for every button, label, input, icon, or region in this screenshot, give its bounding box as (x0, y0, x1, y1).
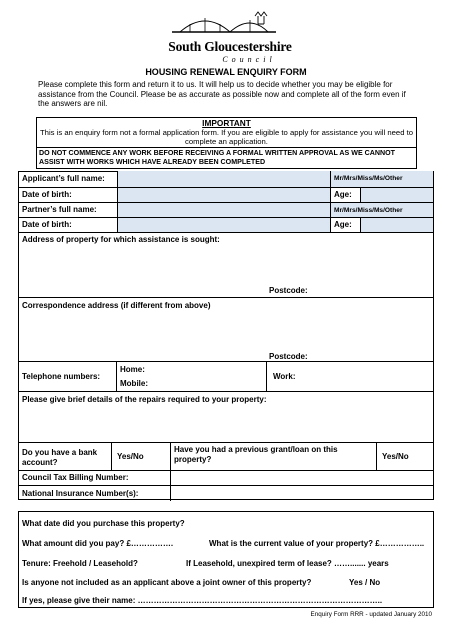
ni-number-row (19, 485, 433, 501)
council-tax-label: Council Tax Billing Number: (22, 473, 129, 482)
bank-grant-row (19, 442, 433, 470)
applicant-name-row (19, 171, 433, 187)
partner-age-field[interactable] (360, 218, 433, 232)
applicant-dob-label: Date of birth: (22, 190, 72, 199)
purchase-date-question: What date did you purchase this property? (22, 519, 185, 528)
previous-grant-cell (170, 443, 376, 470)
applicant-age-field[interactable] (360, 188, 433, 202)
bridge-logo-icon (150, 6, 310, 40)
purchase-amount-question[interactable]: What amount did you pay? £……………. (22, 539, 174, 548)
partner-title-field[interactable] (330, 203, 433, 217)
correspondence-address-row[interactable] (19, 297, 433, 361)
home-label: Home: (120, 365, 145, 374)
form-title: HOUSING RENEWAL ENQUIRY FORM (145, 67, 307, 77)
important-notice (36, 117, 417, 169)
notice-body: This is an enquiry form not a formal application form. If you are eligible to apply for assistance you will need to complete an application. (37, 128, 416, 148)
council-tax-row (19, 470, 433, 485)
partner-dob-label: Date of birth: (22, 220, 72, 229)
grant-yes-no-cell[interactable] (376, 443, 433, 470)
correspondence-postcode-label: Postcode: (269, 352, 308, 361)
partner-name-row (19, 202, 433, 217)
notice-warning: DO NOT COMMENCE ANY WORK BEFORE RECEIVING A FORMAL WRITTEN APPROVAL AS WE CANNOT ASSIST WITH WORKS WHICH HAVE ALREADY BEEN COMPLETED (39, 149, 396, 167)
bank-yes-no-label: Yes/No (117, 452, 144, 461)
mobile-label: Mobile: (120, 379, 148, 388)
applicant-age-label: Age: (334, 190, 352, 199)
previous-grant-label: Have you had a previous grant/loan on this property? (174, 445, 338, 464)
repairs-row[interactable] (19, 391, 433, 442)
purchase-details-box (18, 511, 434, 608)
applicant-age-cell (330, 188, 360, 202)
partner-dob-row (19, 217, 433, 232)
bank-account-label: Do you have a bank account? (22, 448, 98, 467)
logo-title: South Gloucestershire (168, 39, 292, 54)
correspondence-address-label: Correspondence address (if different from above) (22, 301, 211, 310)
joint-owner-answer[interactable]: Yes / No (349, 578, 381, 587)
council-logo (150, 6, 310, 66)
title-options-label: Mr/Mrs/Miss/Ms/Other (334, 207, 403, 214)
current-value-question[interactable]: What is the current value of your property? £…………….. (209, 539, 425, 548)
footer-text: Enquiry Form RRR - updated January 2010 (310, 611, 432, 618)
notice-heading: IMPORTANT (202, 118, 251, 128)
partner-age-cell (330, 218, 360, 232)
tenure-question[interactable]: Tenure: Freehold / Leasehold? (22, 559, 138, 568)
lease-term-question[interactable]: If Leasehold, unexpired term of lease? ……....... years (186, 559, 389, 568)
partner-age-label: Age: (334, 220, 352, 229)
joint-owner-question: Is anyone not included as an applicant above a joint owner of this property? (22, 578, 312, 587)
grant-yes-no-label: Yes/No (382, 452, 409, 461)
applicant-dob-row (19, 187, 433, 202)
logo-subtitle: Council (222, 55, 276, 64)
ni-number-label: National Insurance Number(s): (22, 489, 139, 498)
repairs-label: Please give brief details of the repairs required to your property: (22, 395, 267, 404)
applicant-name-field[interactable] (117, 171, 330, 187)
council-tax-field[interactable] (170, 471, 433, 485)
intro-text: Please complete this form and return it to us. It will help us to decide whether you may be eligible for assistance from the Council. Please be as accurate as possible now and complete all of the form even if the answers are nil. (38, 80, 406, 109)
applicant-name-label: Applicant’s full name: (22, 174, 105, 183)
applicant-title-field[interactable] (330, 171, 433, 187)
bank-yes-no-cell[interactable] (111, 443, 170, 470)
partner-name-label: Partner’s full name: (22, 205, 97, 214)
telephone-home-mobile-cell[interactable] (116, 362, 266, 391)
property-postcode-label: Postcode: (269, 286, 308, 295)
ni-number-field[interactable] (170, 486, 433, 501)
property-address-row[interactable] (19, 232, 433, 297)
property-address-label: Address of property for which assistance is sought: (22, 235, 220, 244)
joint-owner-name-question[interactable]: If yes, please give their name: ……………………………………………………………………………….. (22, 596, 383, 605)
partner-dob-field[interactable] (117, 218, 330, 232)
work-label: Work: (273, 372, 296, 381)
telephone-work-cell[interactable] (266, 362, 433, 391)
title-options-label: Mr/Mrs/Miss/Ms/Other (334, 175, 403, 182)
applicant-details-table (18, 171, 434, 500)
telephone-label: Telephone numbers: (22, 372, 101, 381)
partner-name-field[interactable] (117, 203, 330, 217)
telephone-row (19, 361, 433, 391)
applicant-dob-field[interactable] (117, 188, 330, 202)
